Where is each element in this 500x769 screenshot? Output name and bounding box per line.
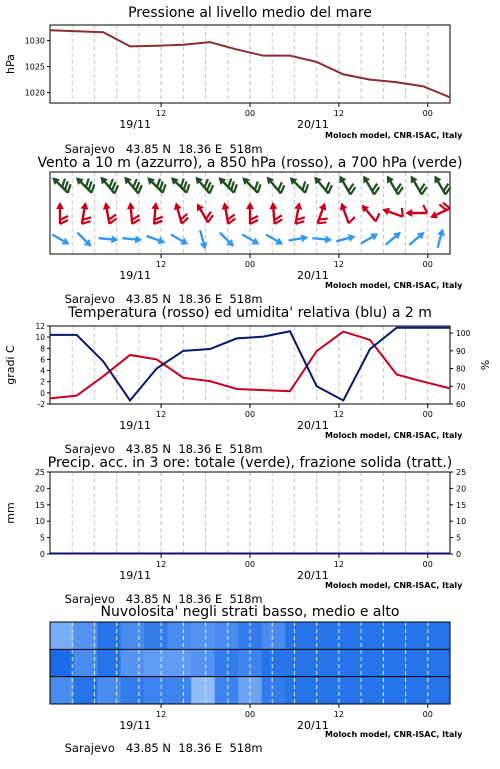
cloud-cell — [191, 622, 215, 649]
wind-head — [381, 205, 390, 215]
wind-head — [437, 227, 447, 236]
pressure-point — [423, 86, 425, 88]
pressure-xtick-label: 12 — [333, 109, 344, 118]
wind-barb-1 — [427, 201, 452, 221]
cloud-cell — [309, 677, 333, 704]
cloud-cell — [403, 622, 427, 649]
location-lat: 43.85 N — [125, 442, 172, 456]
wind-head — [126, 202, 135, 210]
location-elev: 518m — [229, 142, 263, 156]
wind-head — [61, 238, 71, 248]
wind-head — [81, 201, 90, 209]
precip-ytick-right-label: 5 — [456, 533, 462, 543]
precip-xtick-label: 00 — [244, 560, 256, 569]
wind-barb-1 — [150, 202, 164, 225]
cloud-cell — [121, 649, 145, 676]
wind-head — [405, 209, 412, 217]
pressure-point — [209, 41, 211, 43]
cloud-cell — [215, 622, 239, 649]
cloud-cell — [50, 649, 74, 676]
pressure-point — [129, 46, 131, 48]
location-lon: 18.36 E — [178, 442, 223, 456]
cloud-cell — [215, 649, 239, 676]
wind-barb-0 — [431, 171, 452, 196]
cloud-cell — [97, 677, 121, 704]
precip-panel — [0, 450, 500, 606]
temp-ytick-right-label: 80 — [456, 364, 466, 374]
wind-barb-0 — [407, 171, 428, 196]
precip-ytick-label: 0 — [39, 550, 45, 559]
pressure-xtick-label: 00 — [244, 109, 256, 118]
temp-ylabel-right: % — [479, 359, 492, 371]
precip-frame — [50, 472, 450, 554]
cloud-cell — [262, 677, 286, 704]
location-lon: 18.36 E — [178, 592, 223, 606]
location-name: Sarajevo — [64, 442, 115, 456]
pressure-point — [316, 61, 318, 63]
temp-ytick-label: 10 — [35, 333, 45, 343]
temp-ylabel: gradi C — [4, 345, 17, 385]
cloud-date-label: 19/11 — [119, 719, 151, 732]
wind-title: Vento a 10 m (azzurro), a 850 hPa (rosso), a 700 hPa (verde) — [37, 155, 463, 171]
cloud-cell — [262, 622, 286, 649]
pressure-ytick-label: 1030 — [24, 36, 45, 46]
pressure-point — [183, 44, 185, 46]
wind-barb-2 — [145, 232, 167, 246]
wind-barb-0 — [144, 172, 168, 196]
wind-barb-2 — [359, 230, 380, 247]
wind-head — [428, 211, 438, 221]
cloud-cell — [426, 649, 450, 676]
wind-barb-1 — [337, 200, 356, 225]
wind-barb-1 — [359, 199, 382, 224]
cloud-cell — [168, 677, 192, 704]
wind-barb-2 — [50, 231, 71, 248]
wind-head — [294, 201, 303, 209]
wind-xtick-label: 00 — [244, 260, 256, 269]
wind-xtick-label: 00 — [422, 260, 433, 269]
cloud-cell — [332, 622, 356, 649]
cloud-cell — [309, 622, 333, 649]
temp-ytick-label: -2 — [37, 400, 45, 409]
precip-ytick-label: 25 — [34, 468, 45, 477]
location-lat: 43.85 N — [125, 741, 172, 755]
wind-date-label: 20/11 — [297, 269, 329, 282]
precip-ytick-label: 20 — [34, 484, 45, 494]
wind-barb-1 — [172, 200, 189, 224]
pressure-point — [289, 55, 291, 57]
wind-head — [157, 237, 166, 247]
wind-head — [246, 202, 254, 209]
cloud-cell — [262, 649, 286, 676]
temp-ytick-label: 12 — [35, 322, 45, 331]
cloud-cell — [144, 622, 168, 649]
precip-ytick-label: 5 — [39, 533, 45, 543]
location-lat: 43.85 N — [125, 292, 172, 306]
wind-barb-1 — [78, 201, 94, 225]
precip-ytick-label: 10 — [34, 517, 45, 527]
wind-barb-1 — [56, 202, 68, 224]
pressure-point — [369, 79, 371, 81]
cloud-cell — [191, 649, 215, 676]
location-name: Sarajevo — [64, 142, 115, 156]
wind-barb-2 — [434, 227, 447, 248]
wind-head — [301, 233, 309, 242]
pressure-date-label: 20/11 — [297, 118, 329, 131]
pressure-title: Pressione al livello medio del mare — [128, 5, 372, 21]
wind-barb-0 — [168, 172, 192, 196]
wind-head — [180, 238, 190, 248]
cloud-cell — [309, 649, 333, 676]
temp-rh-credit: Moloch model, CNR-ISAC, Italy — [325, 431, 463, 440]
pressure-point — [156, 45, 158, 47]
cloud-xtick-label: 12 — [333, 710, 344, 719]
precip-date-label: 19/11 — [119, 569, 151, 582]
cloud-credit: Moloch model, CNR-ISAC, Italy — [325, 730, 463, 739]
wind-head — [151, 202, 160, 210]
wind-barb-0 — [264, 171, 287, 196]
precip-title: Precip. acc. in 3 ore: totale (verde), frazione solida (tratt.) — [47, 455, 453, 471]
cloud-panel — [0, 600, 500, 755]
location-lon: 18.36 E — [178, 292, 223, 306]
pressure-chart — [0, 0, 500, 145]
cloud-cell — [144, 649, 168, 676]
temp-rh-panel — [0, 300, 500, 456]
cloud-cell — [215, 677, 239, 704]
temp-ytick-right-label: 60 — [456, 400, 466, 409]
cloud-cell — [121, 677, 145, 704]
cloud-date-label: 20/11 — [297, 719, 329, 732]
wind-barb-0 — [192, 171, 215, 196]
wind-barb-0 — [384, 171, 405, 196]
cloud-cell — [144, 677, 168, 704]
temp-xtick-label: 12 — [333, 410, 344, 419]
cloud-cell — [356, 677, 380, 704]
wind-head — [431, 173, 441, 183]
wind-barb-1 — [194, 199, 215, 224]
cloud-cell — [168, 649, 192, 676]
location-lon: 18.36 E — [178, 741, 223, 755]
wind-barb-0 — [73, 172, 97, 196]
pressure-date-label: 19/11 — [119, 118, 151, 131]
precip-xtick-label: 12 — [333, 560, 344, 569]
pressure-point — [263, 55, 265, 57]
wind-credit: Moloch model, CNR-ISAC, Italy — [325, 281, 463, 290]
wind-barb-0 — [311, 171, 334, 196]
wind-barb-2 — [288, 233, 309, 244]
wind-date-label: 19/11 — [119, 269, 151, 282]
pressure-credit: Moloch model, CNR-ISAC, Italy — [325, 131, 463, 140]
temp-ytick-label: 2 — [40, 377, 45, 387]
wind-barb-2 — [98, 234, 119, 244]
cloud-cell — [285, 622, 309, 649]
pressure-point — [396, 81, 398, 83]
wind-head — [194, 201, 204, 211]
cloud-cell — [50, 622, 74, 649]
cloud-cell — [426, 677, 450, 704]
wind-barb-2 — [264, 231, 285, 248]
cloud-cell — [403, 649, 427, 676]
location-lat: 43.85 N — [125, 592, 172, 606]
cloud-cell — [285, 677, 309, 704]
wind-barb-0 — [287, 172, 311, 196]
temp-ytick-label: 4 — [40, 366, 45, 376]
wind-barb-0 — [239, 172, 263, 196]
location-elev: 518m — [229, 292, 263, 306]
cloud-title: Nuvolosita' negli strati basso, medio e alto — [100, 604, 400, 620]
wind-barb-1 — [269, 201, 283, 224]
temp-date-label: 20/11 — [297, 419, 329, 432]
precip-ylabel: mm — [4, 502, 17, 524]
wind-barb-1 — [220, 201, 236, 225]
wind-xtick-label: 12 — [333, 260, 344, 269]
temp-xtick-label: 00 — [244, 410, 256, 419]
wind-barb-2 — [122, 234, 143, 244]
cloud-xtick-label: 12 — [156, 710, 167, 719]
pressure-xtick-label: 00 — [422, 109, 433, 118]
pressure-point — [76, 30, 78, 32]
wind-barb-1 — [246, 202, 258, 224]
precip-xtick-label: 12 — [156, 560, 167, 569]
location-name: Sarajevo — [64, 741, 115, 755]
cloud-cell — [97, 649, 121, 676]
pressure-ytick-label: 1020 — [24, 88, 45, 98]
wind-xtick-label: 12 — [156, 260, 167, 269]
location-lat: 43.85 N — [125, 142, 172, 156]
cloud-cell — [121, 622, 145, 649]
precip-ytick-right-label: 25 — [456, 468, 467, 477]
pressure-point — [49, 29, 51, 31]
cloud-cell — [332, 649, 356, 676]
location-name: Sarajevo — [64, 292, 115, 306]
wind-barb-2 — [75, 230, 95, 250]
temp-ytick-right-label: 90 — [456, 346, 466, 356]
temp-xtick-label: 12 — [156, 410, 167, 419]
cloud-cell — [50, 677, 74, 704]
location-lon: 18.36 E — [178, 142, 223, 156]
wind-head — [384, 173, 394, 183]
wind-barb-2 — [240, 231, 261, 248]
cloud-cell — [403, 677, 427, 704]
cloud-cell — [168, 622, 192, 649]
precip-credit: Moloch model, CNR-ISAC, Italy — [325, 581, 463, 590]
pressure-ytick-label: 1025 — [24, 62, 45, 72]
wind-head — [56, 202, 64, 209]
precip-xtick-label: 00 — [422, 560, 433, 569]
pressure-point — [449, 96, 451, 98]
pressure-xtick-label: 12 — [156, 109, 167, 118]
wind-head — [172, 201, 182, 210]
precip-ytick-label: 15 — [34, 500, 45, 510]
location-name: Sarajevo — [64, 592, 115, 606]
cloud-cell — [191, 677, 215, 704]
pressure-point — [236, 49, 238, 51]
wind-head — [407, 173, 417, 183]
wind-barb-2 — [196, 229, 209, 250]
temp-ytick-label: 6 — [40, 355, 45, 365]
wind-barb-0 — [121, 171, 144, 196]
pressure-panel — [0, 0, 500, 156]
wind-head — [319, 201, 329, 210]
cloud-cell — [285, 649, 309, 676]
wind-head — [325, 235, 333, 244]
pressure-point — [343, 74, 345, 76]
precip-ytick-right-label: 10 — [456, 517, 467, 527]
cloud-xtick-label: 00 — [244, 710, 256, 719]
temp-ytick-right-label: 70 — [456, 382, 466, 392]
wind-head — [251, 238, 261, 248]
wind-barb-1 — [126, 201, 140, 224]
cloud-cell — [332, 677, 356, 704]
wind-head — [200, 242, 210, 251]
precip-ytick-right-label: 15 — [456, 500, 467, 510]
wind-head — [269, 202, 278, 210]
wind-barb-0 — [360, 171, 381, 196]
wind-barb-2 — [407, 229, 427, 248]
cloud-cell — [356, 622, 380, 649]
wind-barb-2 — [217, 230, 237, 250]
location-elev: 518m — [229, 592, 263, 606]
precip-date-label: 20/11 — [297, 569, 329, 582]
precip-ytick-right-label: 0 — [456, 550, 462, 559]
cloud-cell — [356, 649, 380, 676]
cloud-cell — [426, 622, 450, 649]
pressure-ylabel: hPa — [4, 54, 17, 74]
temp-ytick-right-label: 100 — [456, 329, 471, 339]
location-elev: 518m — [229, 442, 263, 456]
wind-barb-0 — [97, 171, 120, 196]
wind-barb-2 — [383, 229, 403, 248]
wind-head — [102, 201, 111, 209]
cloud-xtick-label: 00 — [422, 710, 433, 719]
cloud-location — [50, 727, 263, 769]
temp-rh-title: Temperatura (rosso) ed umidita' relativa (blu) a 2 m — [68, 305, 432, 321]
wind-head — [336, 173, 346, 183]
wind-head — [111, 235, 119, 244]
wind-barb-1 — [381, 202, 406, 221]
temp-date-label: 19/11 — [119, 419, 151, 432]
wind-barb-2 — [312, 234, 333, 244]
location-elev: 518m — [229, 741, 263, 755]
pressure-point — [103, 31, 105, 33]
temp-ytick-label: 0 — [40, 388, 45, 398]
temp-xtick-label: 00 — [422, 410, 433, 419]
wind-panel — [0, 150, 500, 306]
wind-barb-0 — [49, 172, 73, 196]
wind-head — [348, 232, 357, 242]
temp-ytick-label: 8 — [40, 344, 45, 354]
wind-barb-2 — [169, 231, 190, 248]
wind-head — [275, 238, 285, 248]
wind-head — [370, 230, 380, 240]
wind-barb-1 — [405, 205, 427, 217]
wind-barb-1 — [102, 201, 118, 225]
precip-ytick-right-label: 20 — [456, 484, 467, 494]
cloud-cell — [97, 622, 121, 649]
